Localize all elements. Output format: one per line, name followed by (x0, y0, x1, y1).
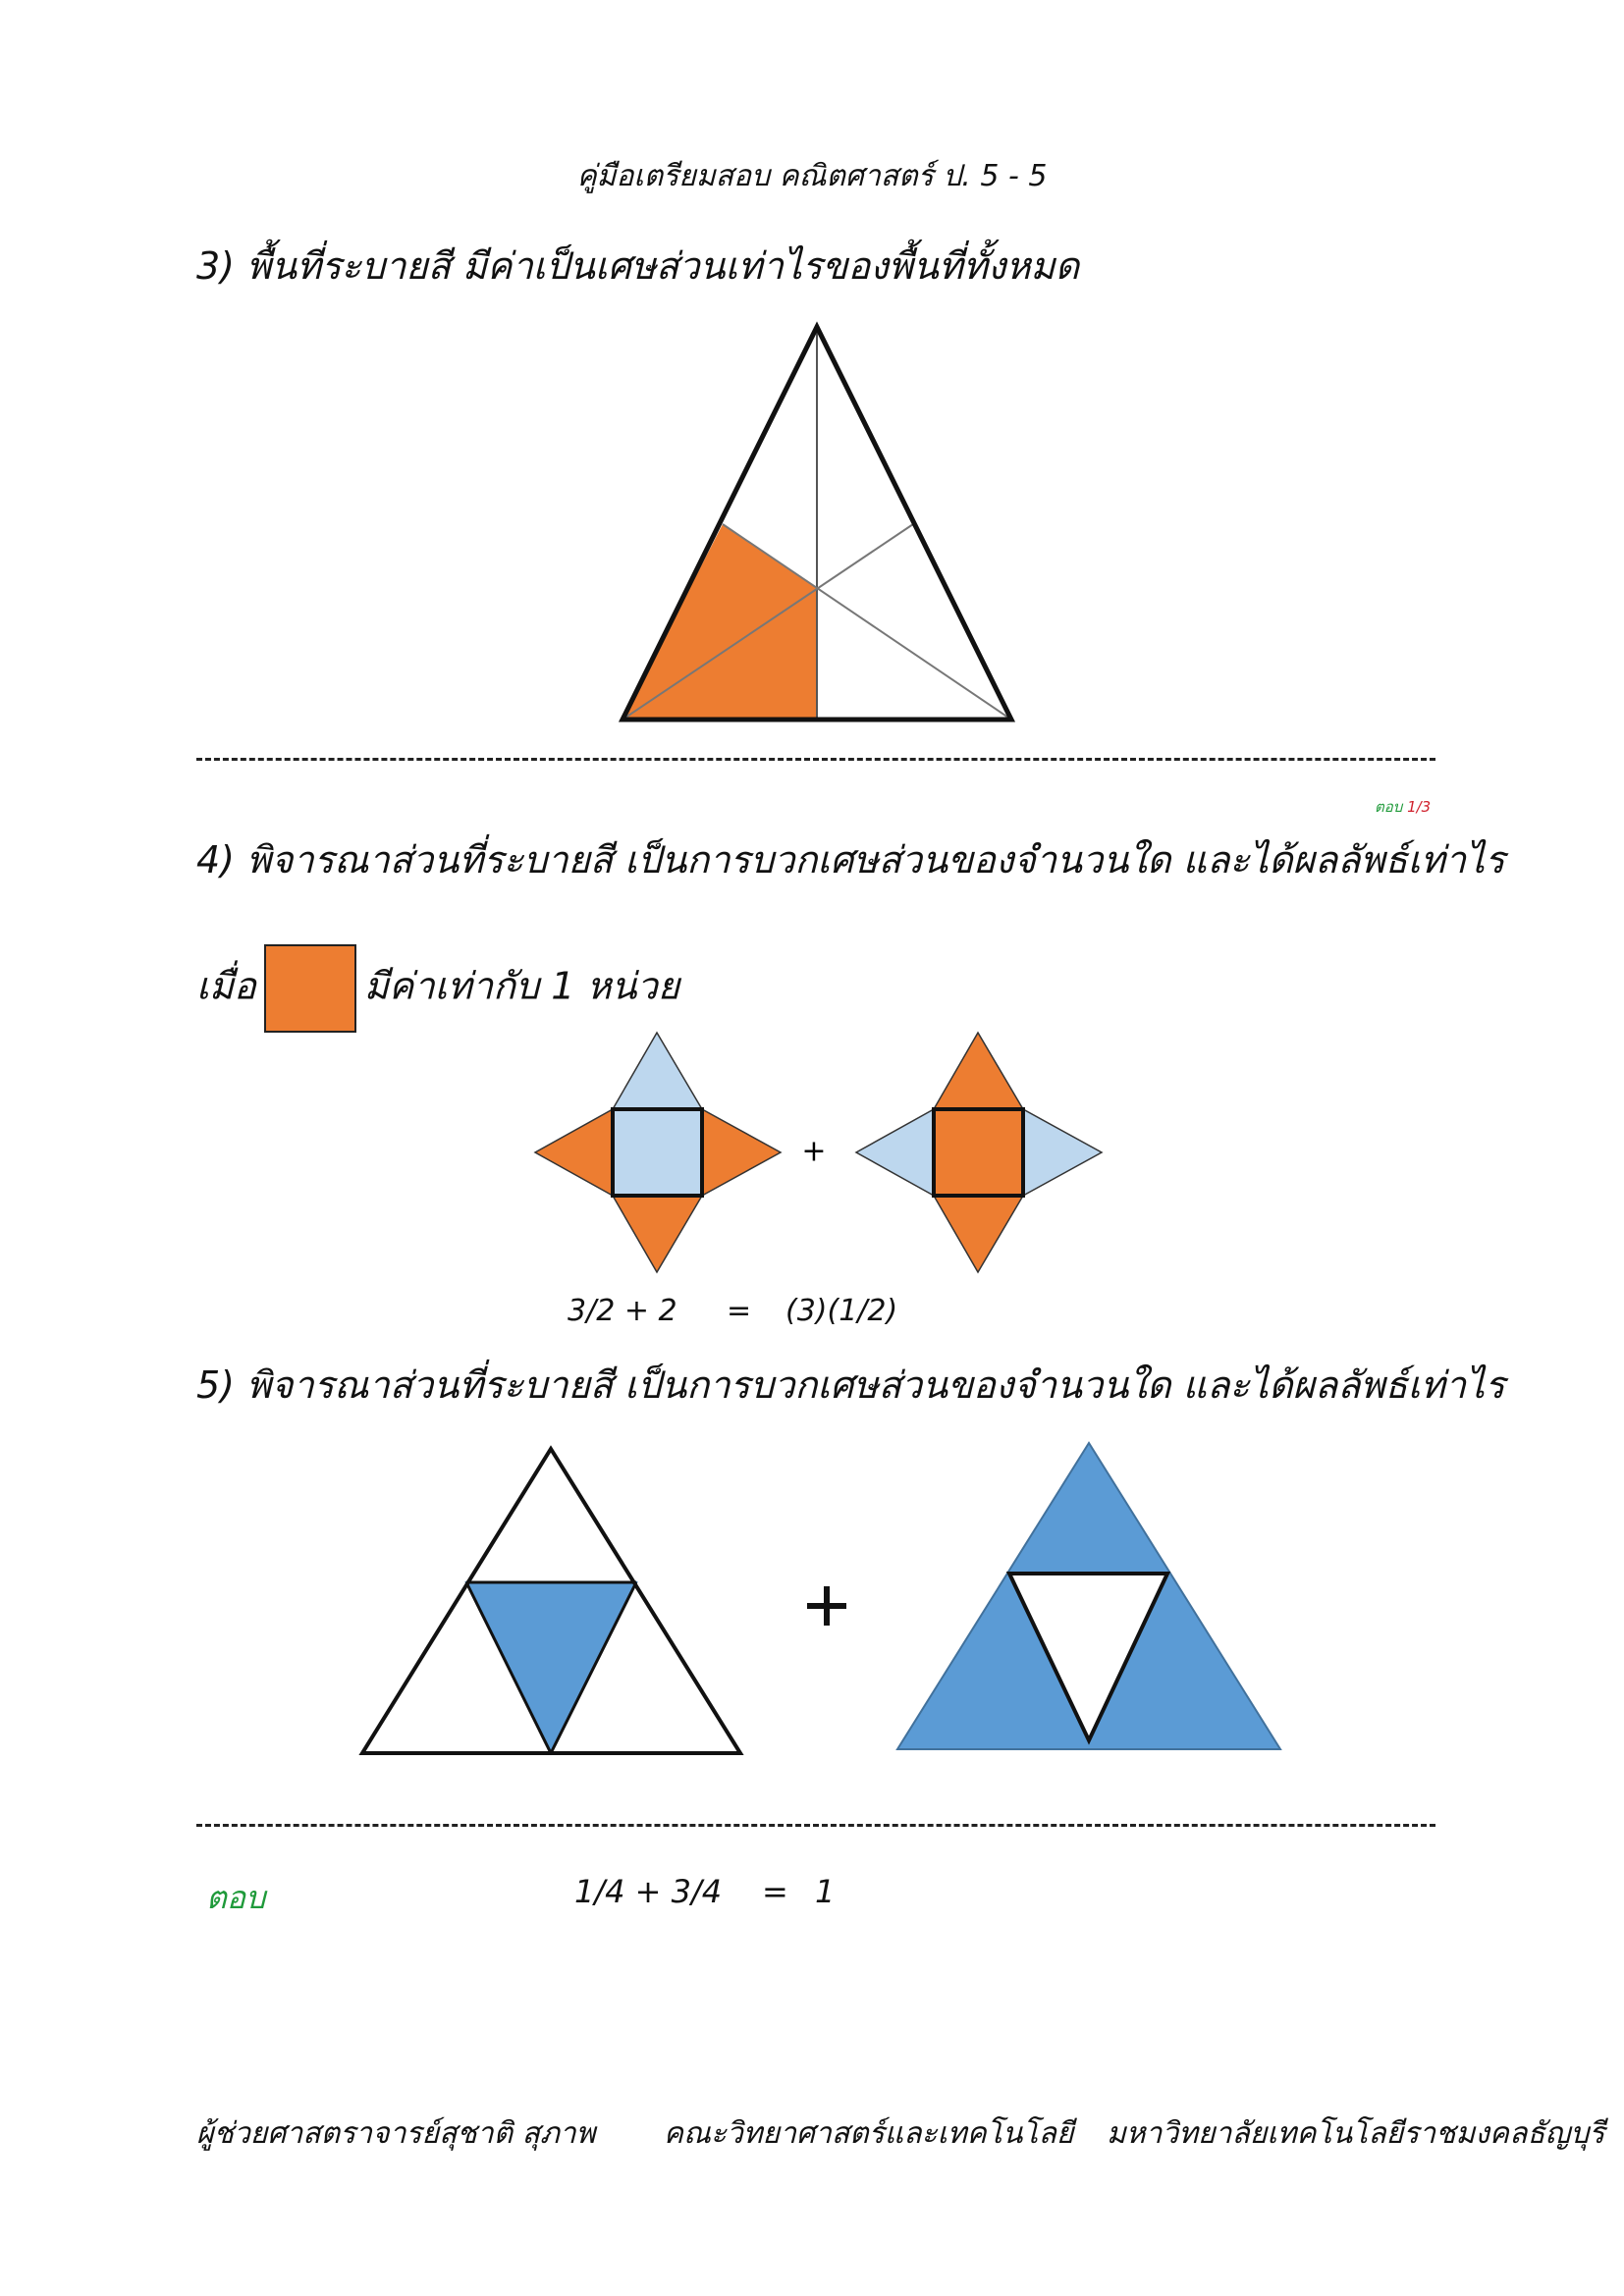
q3-answer-label: ตอบ (1375, 798, 1403, 816)
page-header: คู่มือเตรียมสอบ คณิตศาสตร์ ป. 5 - 5 (576, 159, 1048, 193)
divider-2 (196, 1824, 1435, 1827)
q4-equation-right: (3)(1/2) (785, 1294, 898, 1328)
footer-faculty: คณะวิทยาศาสตร์และเทคโนโลยี (663, 2116, 1074, 2151)
question-3: 3) พื้นที่ระบายสี มีค่าเป็นเศษส่วนเท่าไรของพื้นที่ทั้งหมด (196, 244, 1080, 288)
answer-sign: = (762, 1873, 788, 1910)
footer-university: มหาวิทยาลัยเทคโนโลยีราชมงคลธัญบุรี (1106, 2116, 1605, 2151)
answer-left: 1/4 + 3/4 (574, 1873, 723, 1910)
q3-answer-value: 1/3 (1407, 798, 1432, 816)
unit-suffix: มีค่าเท่ากับ 1 หน่วย (363, 964, 680, 1008)
q4-plus-sign: + (801, 1134, 827, 1169)
q4-equation-left: 3/2 + 2 (568, 1294, 677, 1328)
question-5: 5) พิจารณาส่วนที่ระบายสี เป็นการบวกเศษส่วนของจำนวนใด และได้ผลลัพธ์เท่าไร (196, 1363, 1505, 1407)
question-4: 4) พิจารณาส่วนที่ระบายสี เป็นการบวกเศษส่วนของจำนวนใด และได้ผลลัพธ์เท่าไร (196, 838, 1505, 881)
answer-right: 1 (815, 1873, 836, 1910)
footer-author: ผู้ช่วยศาสตราจารย์สุชาติ สุภาพ (196, 2116, 596, 2151)
q5-right-figure (897, 1443, 1280, 1749)
q5-plus-vertical (824, 1586, 830, 1626)
q5-left-figure (362, 1449, 740, 1753)
page-footer (196, 2110, 1605, 2157)
q5-left-shaded-center (466, 1582, 636, 1753)
answer-label: ตอบ (206, 1879, 266, 1916)
q4-equation-sign: = (727, 1294, 752, 1328)
q5-plus-group (807, 1586, 846, 1626)
unit-prefix: เมื่อ (196, 964, 256, 1008)
